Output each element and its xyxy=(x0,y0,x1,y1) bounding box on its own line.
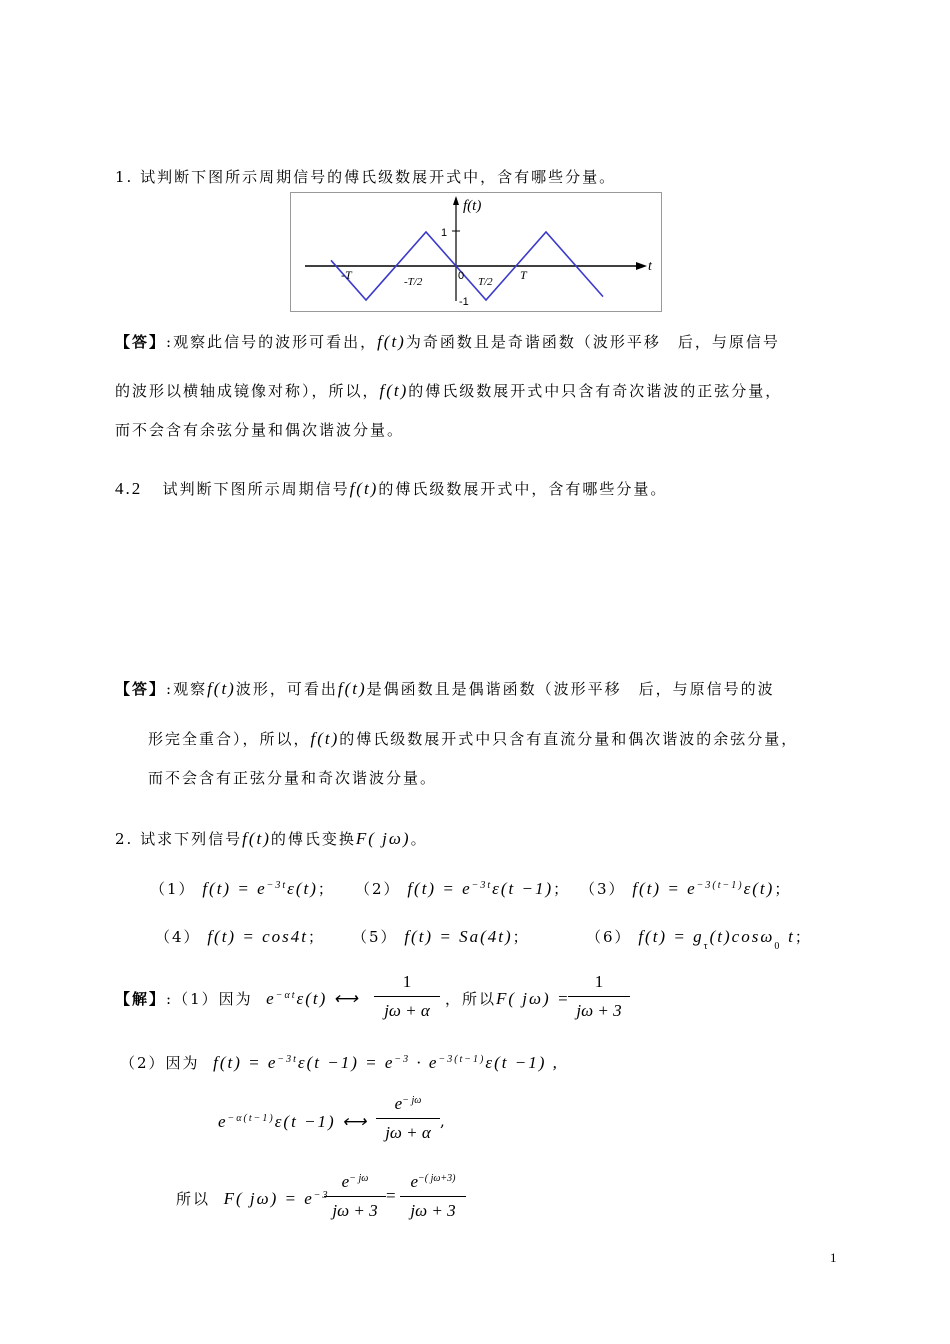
triangle-wave-plot xyxy=(291,193,661,311)
solution-3-comma: , xyxy=(440,1112,447,1130)
tick-negT: -T xyxy=(341,268,352,282)
item-3: （3） $f(t) = e^{-3(t-1)}\varepsilon(t)$； xyxy=(580,879,792,898)
solution-1-so: ，所以F( jω) = xyxy=(445,989,571,1008)
answer-4-2-line3: 而不会含有正弦分量和奇次谐波分量。 xyxy=(148,769,438,787)
answer-1-line2: 的波形以横轴成镜像对称），所以，f(t)的傅氏级数展开式中只含有奇次谐波的正弦分量， xyxy=(115,381,783,400)
solution-1: 【解】:（1）因为 $e^{-\alpha t}\varepsilon(t)$ ⟷ xyxy=(115,989,360,1008)
question-4-2: 4.2 试判断下图所示周期信号f(t)的傅氏级数展开式中，含有哪些分量。 xyxy=(115,479,668,498)
solution-4: 所以 F( $j\omega) = e^{-3}$ xyxy=(176,1189,330,1208)
tick-T: T xyxy=(520,268,527,282)
fn-label: f(t) xyxy=(463,198,482,214)
fraction-4: $\frac{e^{- j\omega}}{j\omega + 3}$ xyxy=(324,1172,386,1221)
answer-4-2-line2: 形完全重合），所以，f(t)的傅氏级数展开式中只含有直流分量和偶次谐波的余弦分量， xyxy=(148,729,799,748)
fraction-1: $\frac{1}{j\omega + \alpha}$ xyxy=(374,972,440,1021)
fraction-3: $\frac{e^{- j\omega}}{j\omega + \alpha}$ xyxy=(376,1094,440,1143)
f-axis-arrow xyxy=(453,196,459,205)
tick-0: 0 xyxy=(458,270,465,282)
tick-neg1: -1 xyxy=(459,296,469,308)
answer-label: 【答】 xyxy=(115,333,167,351)
tick-1: 1 xyxy=(441,227,448,239)
answer-4-2-line1: 【答】:观察f(t)波形，可看出f(t)是偶函数且是偶谐函数（波形平移 后，与原信号的波 xyxy=(115,679,775,698)
question-1-text: 1. 试判断下图所示周期信号的傅氏级数展开式中，含有哪些分量。 xyxy=(115,168,617,186)
item-4: （4） f(t) = cos4t； xyxy=(155,927,325,946)
item-2: （2） $f(t) = e^{-3t}\varepsilon(t -1)$； xyxy=(355,879,571,898)
equals-sign: = xyxy=(386,1186,396,1205)
fraction-2: $\frac{1}{j\omega + 3}$ xyxy=(568,972,630,1021)
solution-3: $e^{-\alpha(t-1)}\varepsilon(t -1)$ ⟷ xyxy=(218,1112,369,1131)
waveform-figure xyxy=(290,192,662,312)
solution-2: （2）因为 $f(t) = e^{-3t}\varepsilon(t -1) = e^{-3} \cdot e^{-3(t-1)}\varepsilon(t -1)$ , xyxy=(120,1053,559,1072)
question-2: 2. 试求下列信号f(t)的傅氏变换F( jω)。 xyxy=(115,829,428,848)
item-6: （6） $f(t) = g_\tau(t)\cos\omega_0$ t； xyxy=(586,927,812,952)
page-number: 1 xyxy=(830,1250,837,1265)
item-5: （5） f(t) = Sa(4t)； xyxy=(352,927,530,946)
answer-1-line1: 【答】:观察此信号的波形可看出，f(t)为奇函数且是奇谐函数（波形平移 后，与原信号 xyxy=(115,332,780,351)
t-axis-arrow xyxy=(636,262,647,270)
item-1: （1） $f(t) = e^{-3t}\varepsilon(t)$； xyxy=(150,879,335,898)
answer-1-line3: 而不会含有余弦分量和偶次谐波分量。 xyxy=(115,421,405,439)
fraction-5: $\frac{e^{-( j\omega+3)}}{j\omega + 3}$ xyxy=(400,1172,466,1221)
axis-t-label: t xyxy=(648,259,652,274)
ft-symbol: f(t) xyxy=(377,332,406,351)
tick-T2: T/2 xyxy=(478,276,493,288)
tick-negT2: -T/2 xyxy=(404,276,423,288)
